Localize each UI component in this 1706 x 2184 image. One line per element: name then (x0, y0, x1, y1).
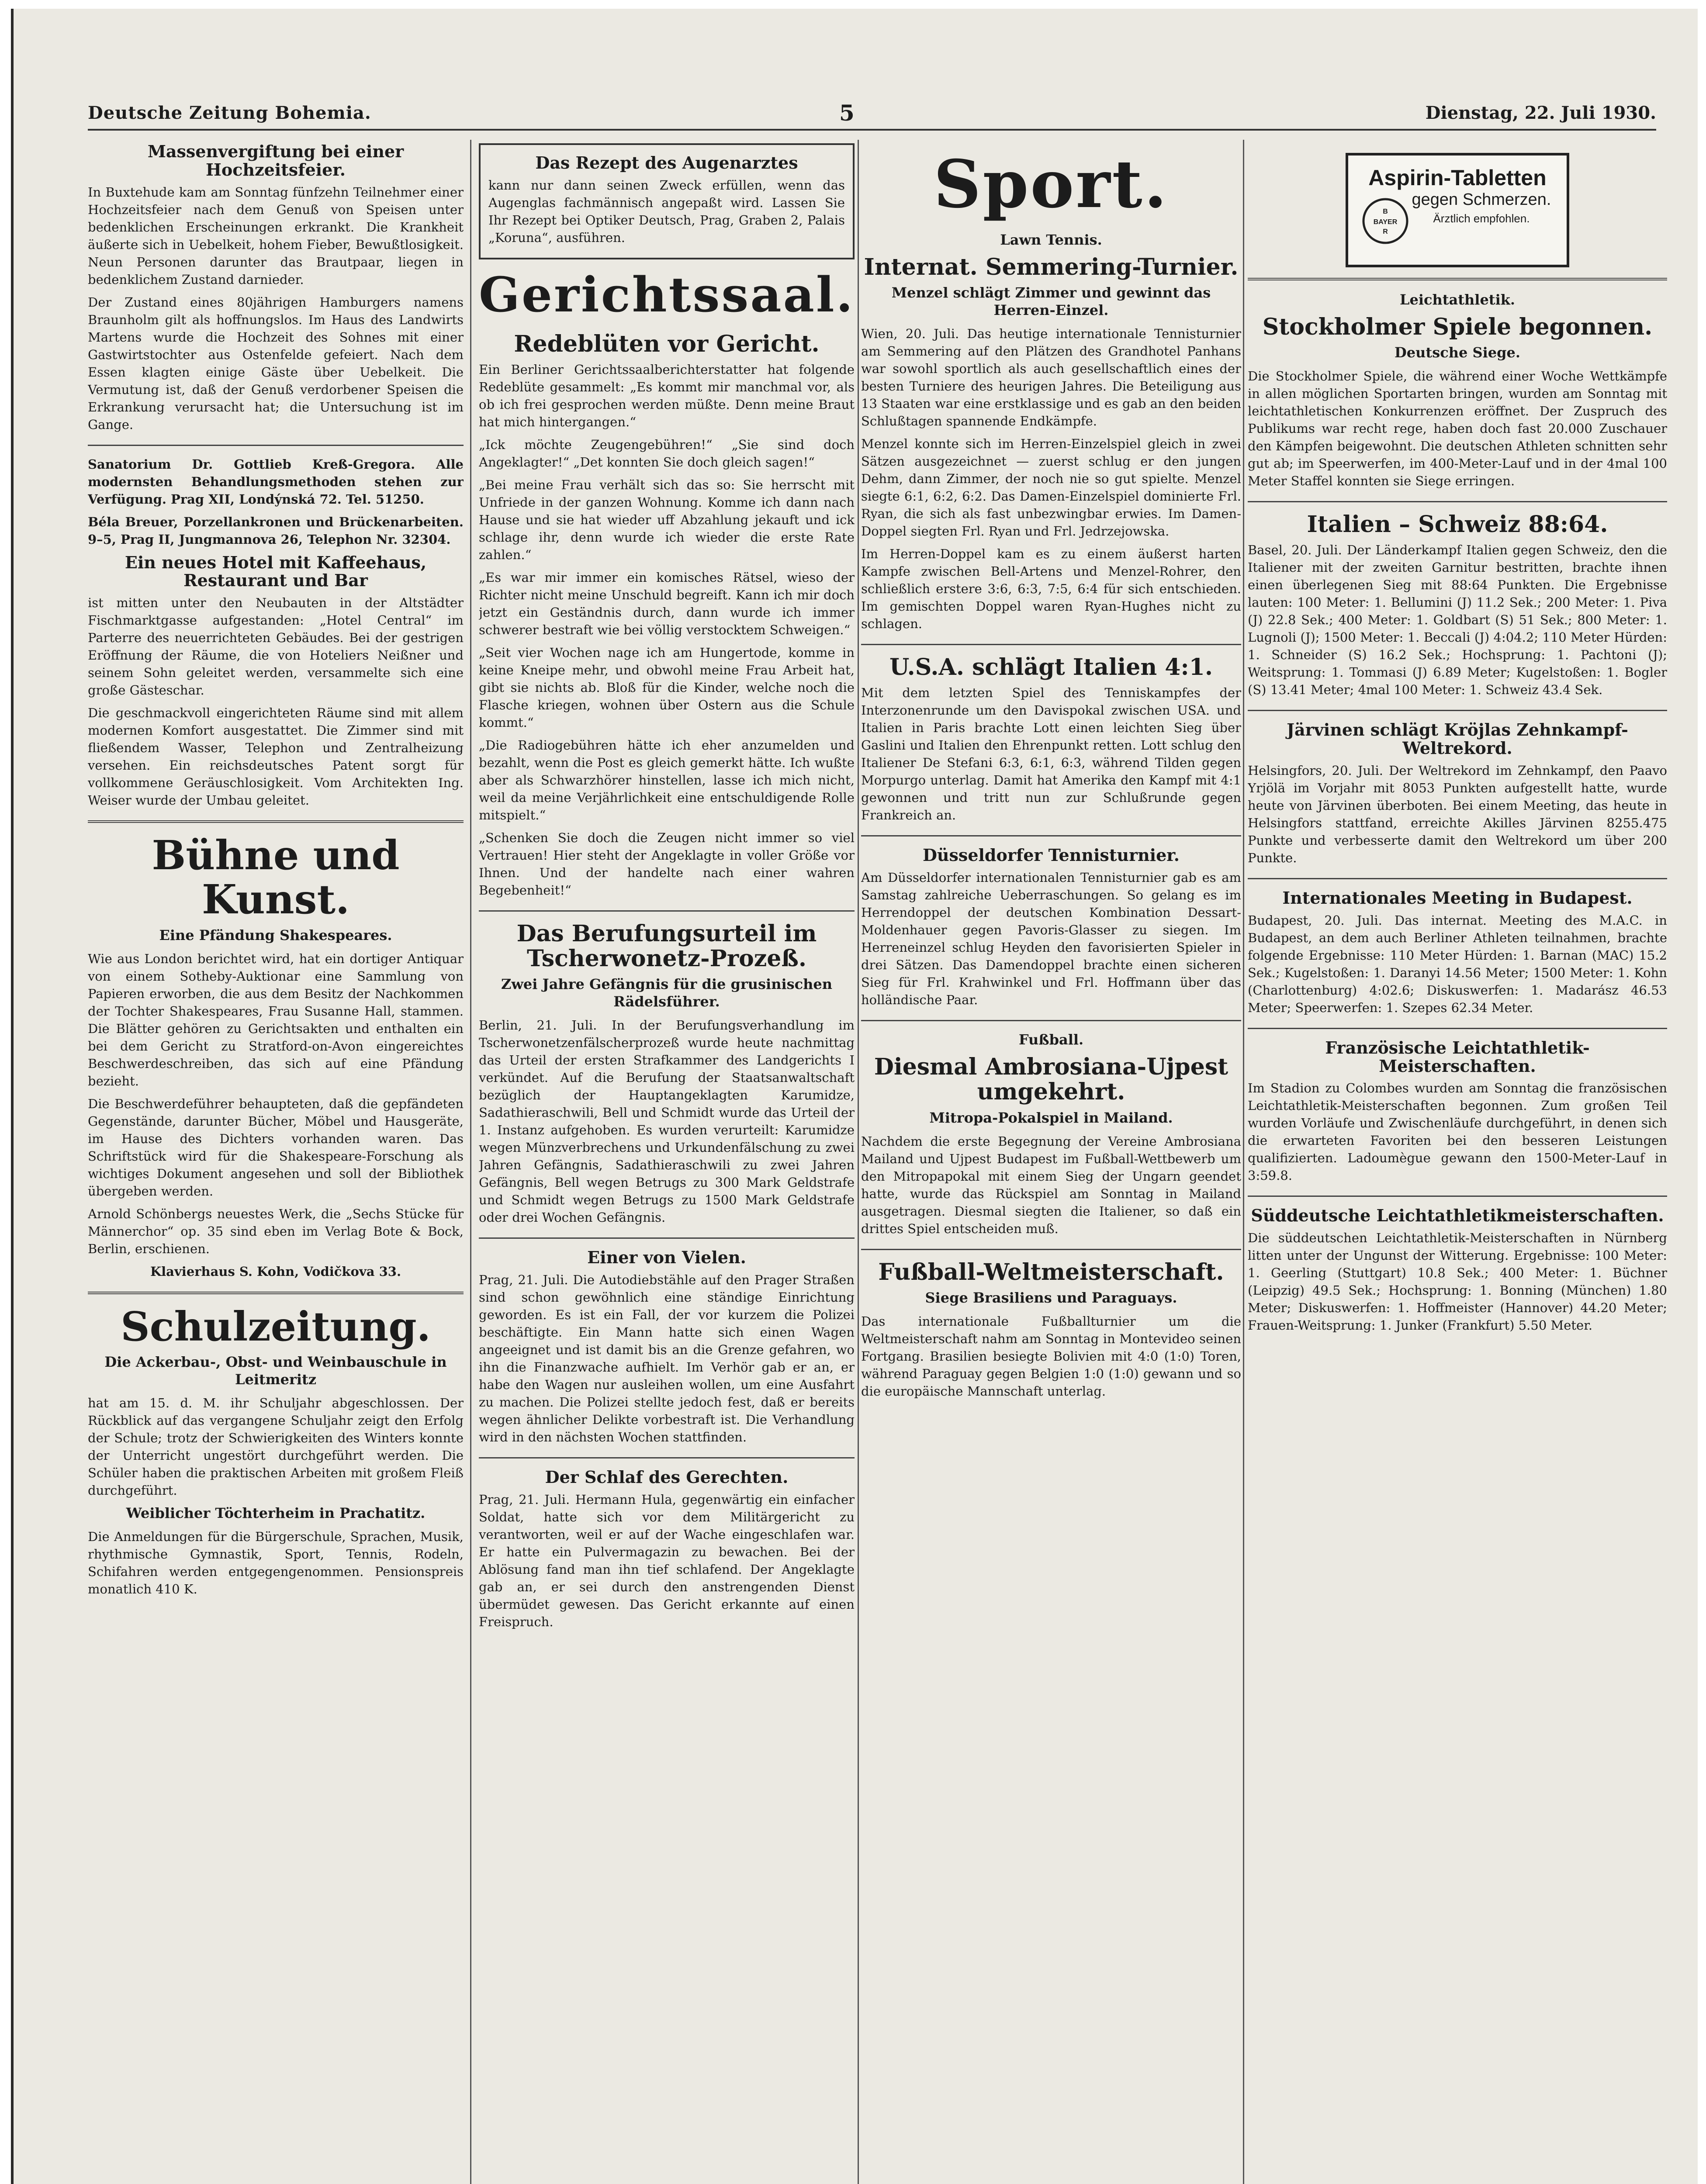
article-text: ist mitten unter den Neubauten in der Altstädter Fischmarktgasse aufgestanden: „Hotel Central“ im Parterre des neuerrichteten Gebäudes. Bei der gestrigen Eröffnung der Räume, die von Hoteliers Neißner und seinem Sohn geleitet werden, versammelte sich eine große Gästeschar. (88, 595, 464, 698)
page-number: 5 (839, 100, 855, 126)
divider (1248, 501, 1667, 502)
article-text: Die Stockholmer Spiele, die während einer Woche Wettkämpfe in allen möglichen Sportarten bringen, wurden am Sonntag mit leichtathletischen Konkurrenzen eröffnet. Der Zuspruch des Publikums war recht rege, haben doch fast 20.000 Zuschauer den Kämpfen beigewohnt. Die deutschen Athleten schnitten sehr gut ab; im Speerwerfen, im 400-Meter-Lauf und in der 4mal 100 Meter Staffel konnten sie Siege erringen. (1248, 369, 1667, 489)
svg-text:B: B (1383, 208, 1388, 215)
article-note: Arnold Schönbergs neuestes Werk, die „Sechs Stücke für Männerchor“ op. 35 sind eben im Verlag Bote & Bock, Berlin, erschienen. (88, 1206, 464, 1256)
column-rule (1243, 140, 1244, 2184)
divider (1248, 710, 1667, 711)
section-kicker: Leichtathletik. (1399, 291, 1516, 308)
article-title: Internat. Semmering-Turnier. (864, 254, 1239, 280)
article-text: Mit dem letzten Spiel des Tenniskampfes der Interzonenrunde um den Davispokal zwischen USA. und Italien in Paris brachte Lott einen leichten Sieg über Gaslini und Italien den Ehrenpunkt retten. Lott schlug den Italiener De Stefani 6:3, 6:1, 6:3, während Tilden gegen Morpurgo unterlag. Damit hat Amerika den Kampf mit 4:1 gewonnen und tritt nun zur Schlußrunde gegen Frankreich an. (861, 685, 1241, 823)
article-subtitle: Mitropa-Pokalspiel in Mailand. (929, 1109, 1173, 1126)
article-title: Italien – Schweiz 88:64. (1307, 511, 1608, 538)
article-sleep-of-the-just (479, 1468, 855, 1631)
divider (479, 1237, 855, 1239)
newspaper-name: Deutsche Zeitung Bohemia. (88, 103, 371, 123)
article-text: Basel, 20. Juli. Der Länderkampf Italien gegen Schweiz, den die Italiener mit der zweiten Garnitur bestritten, brachte ihnen einen überlegenen Sieg mit 88:64 Punkten. Die Ergebnisse lauten: 100 Meter: 1. Bellumini (J) 11.2 Sek.; 200 Meter: 1. Piva (J) 22.8 Sek.; 400 Meter: 1. Goldbart (S) 51 Sek.; 800 Meter: 1. Lugnoli (J); 1500 Meter: 1. Beccali (J) 4:04.2; 110 Meter Hürden: 1. Schneider (S) 16.2 Sek.; Hochsprung: 1. Pachtoni (J); Weitsprung: 1. Tommasi (J) 6.89 Meter; Kugelstoßen: 1. Bogler (S) 13.41 Meter; 4mal 100 Meter: 1. Schweiz 43.4 Sek. (1248, 543, 1667, 698)
section-title: Bühne und Kunst. (152, 832, 400, 923)
article-italy-switzerland (1248, 512, 1667, 698)
article-title: Diesmal Ambrosiana-Ujpest umgekehrt. (874, 1054, 1228, 1106)
classified-ad: Klavierhaus S. Kohn, Vodičkova 33. (150, 1264, 401, 1279)
article-text: Budapest, 20. Juli. Das internat. Meeting des M.A.C. in Budapest, an dem auch Berliner Athleten teilnahmen, brachte folgende Ergebnisse: 110 Meter Hürden: 1. Barnan (MAC) 15.2 Sek.; Kugelstoßen: 1. Daranyi 14.56 Meter; 1500 Meter: 1. Kohn (Charlottenburg) 4:02.6; Diskuswerfen: 1. Madarász 46.53 Meter; Speerwerfen: 1. Szepes 62.34 Meter. (1248, 912, 1667, 1015)
column-1 (88, 140, 464, 2184)
article-lead: Die Ackerbau-, Obst- und Weinbauschule in Leitmeritz (104, 1353, 447, 1388)
section-title: Sport. (934, 146, 1169, 223)
article-text: In Buxtehude kam am Sonntag fünfzehn Teilnehmer einer Hochzeitsfeier nach dem Genuß von Speisen unter bedenklichen Erscheinungen erkrankt. Die Krankheit äußerte sich in Uebelkeit, hohem Fieber, Bewußtlosigkeit. Neun Personen darunter das Brautpaar, liegen in bedenklichem Zustand darnieder. (88, 184, 464, 287)
article-text: Die geschmackvoll eingerichteten Räume sind mit allem modernen Komfort ausgestattet. Die Zimmer sind mit fließendem Wasser, Telephon und Zentralheizung versehen. Ein reichsdeutsches Patent sorgt für vollkommene Geräuschlosigkeit. Vom Architekten Ing. Weiser wurde der Umbau geleitet. (88, 705, 464, 808)
section-school-news (88, 1305, 464, 1598)
article-text: „Bei meine Frau verhält sich das so: Sie herrscht mit Unfriede in der ganzen Wohnung. Komme ich dann nach Hause und sie hat wieder uff Abzahlung jekauft und ick schlage ihr, denn wurde ich wieder die erste Rate zahlen.“ (479, 477, 855, 562)
section-stage-and-art (88, 833, 464, 1280)
article-hotel (88, 553, 464, 809)
article-text: Die Anmeldungen für die Bürgerschule, Sprachen, Musik, rhythmische Gymnastik, Sport, Tennis, Rodeln, Schifahren werden entgegengenommen. Pensionspreis monatlich 410 K. (88, 1529, 464, 1597)
article-duesseldorf-tournament (861, 846, 1241, 1009)
article-french-championships (1248, 1039, 1667, 1185)
column-4 (1248, 140, 1667, 2184)
article-decathlon-record (1248, 721, 1667, 867)
article-text: Im Herren-Doppel kam es zu einem äußerst harten Kampfe zwischen Bell-Artens und Menzel-Rohrer, den schließlich erstere 3:6, 6:3, 7:5, 6:4 für sich entschieden. Im gemischten Doppel waren Ryan-Hughes nicht zu schlagen. (861, 546, 1241, 632)
section-kicker: Lawn Tennis. (1000, 232, 1102, 248)
article-title: U.S.A. schlägt Italien 4:1. (889, 654, 1213, 681)
column-3 (861, 140, 1241, 2184)
article-title: Süddeutsche Leichtathletikmeisterschaften. (1251, 1206, 1664, 1226)
article-text: Prag, 21. Juli. Die Autodiebstähle auf den Prager Straßen sind schon gewöhnlich eine ständige Einrichtung geworden. Es ist ein Fall, der vor kurzem die Polizei beschäftigte. Ein Mann hatte sich einen Wagen angeeignet und ist damit bis an die Grenze gefahren, wo ihn die Finanzwache aufhielt. Im Verhör gab er an, er habe den Wagen nur ausleihen wollen, um eine Ausfahrt zu machen. Die Polizei stellte jedoch fest, daß er bereits wegen ähnlicher Delikte vorbestraft ist. Die Verhandlung wird in den nächsten Wochen stattfinden. (479, 1272, 855, 1445)
divider (88, 820, 464, 823)
issue-date: Dienstag, 22. Juli 1930. (1425, 103, 1656, 123)
article-title: Fußball-Weltmeisterschaft. (878, 1258, 1224, 1286)
article-title: Stockholmer Spiele begonnen. (1262, 314, 1653, 340)
divider (1248, 878, 1667, 879)
article-text: Menzel konnte sich im Herren-Einzelspiel gleich in zwei Sätzen ausgezeichnet — zuerst schlug er den jungen Dehm, dann Zimmer, der noch nie so gut spielte. Menzel siegte 6:1, 6:2, 6:2. Das Damen-Einzelspiel dominierte Frl. Ryan, die sich als fast unbezwingbar erwies. Im Damen-Doppel siegten Frl. Ryan und Frl. Jedrzejowska. (861, 436, 1241, 539)
article-subtitle: Deutsche Siege. (1395, 344, 1520, 361)
article-text: Berlin, 21. Juli. In der Berufungsverhandlung im Tscherwonetzenfälscherprozeß wurde heute nachmittag das Urteil der ersten Strafkammer des Landgerichts I verkündet. Auf die Berufung der Staatsanwaltschaft bezüglich der Hauptangeklagten Karumidze, Sadathieraschwili, Bell und Schmidt wurde das Urteil der 1. Instanz aufgehoben. Es wurden verurteilt: Karumidze wegen Münzverbrechens und Urkundenfälschung zu zwei Jahren Gefängnis, Sadathieraschwili zu zwei Jahren Gefängnis, Bell wegen Betrugs zu 300 Mark Geldstrafe und Schmidt wegen Betrugs zu 1500 Mark Geldstrafe oder drei Wochen Gefängnis. (479, 1018, 855, 1225)
article-usa-italy (861, 655, 1241, 824)
box-title: Das Rezept des Augenarztes (535, 153, 798, 173)
article-title: Järvinen schlägt Kröjlas Zehnkampf-Weltrekord. (1287, 720, 1628, 758)
column-2 (479, 140, 855, 2184)
article-text: Wie aus London berichtet wird, hat ein dortiger Antiquar von einem Sotheby-Auktionar eine Sammlung von Papieren erworben, die aus dem Besitz der Nachkommen der Tochter Shakespeares, Frau Susanne Hall, stammen. Die Blätter gehören zu Gerichtsakten und enthalten ein bei dem Gericht zu Stratford-on-Avon eingereichtes Beschwerdeschreiben, das sich auf eine Pfändung bezieht. (88, 951, 464, 1089)
article-title: Massenvergiftung bei einer Hochzeitsfeier. (147, 142, 404, 180)
section-kicker: Fußball. (1018, 1031, 1084, 1048)
article-poisoning (88, 142, 464, 433)
article-text: Das internationale Fußballturnier um die Weltmeisterschaft nahm am Sonntag in Montevideo seinen Fortgang. Brasilien besiegte Bolivien mit 4:0 (1:0) Toren, während Paraguay gegen Belgien 1:0 (1:0) gewann und so die europäische Mannschaft unterlag. (861, 1313, 1241, 1399)
article-stockholm-games (1248, 314, 1667, 490)
article-appeal-verdict (479, 921, 855, 1226)
article-south-german-championships (1248, 1206, 1667, 1334)
divider (88, 1292, 464, 1294)
article-title: Redeblüten vor Gericht. (514, 330, 820, 357)
article-text: „Die Radiogebühren hätte ich eher anzumelden und bezahlt, wenn die Post es gleich gemerkt hätte. Ich wußte aber als Schwarzhörer hinstellen, lasse ich mich nicht, weil da meine Verjährlichkeit eine entschuldigende Rolle mitspielt.“ (479, 737, 855, 822)
ad-subtitle: gegen Schmerzen. (1412, 190, 1551, 209)
classified-ad: Béla Breuer, Porzellankronen und Brückenarbeiten. 9–5, Prag II, Jungmannova 26, Telephon Nr. 32304. (88, 514, 464, 547)
article-title: Das Berufungsurteil im Tscherwonetz-Prozeß. (516, 920, 817, 972)
article-text: Wien, 20. Juli. Das heutige internationale Tennisturnier am Semmering auf den Plätzen des Grandhotel Panhans war sowohl sportlich als auch gesellschaftlich eines der besten Turniere des heurigen Jahres. Die Beteiligung aus 13 Staaten war eine erstklassige und es gab an den beiden Schlußtagen spannende Endkämpfe. (861, 326, 1241, 429)
ad-note: Ärztlich empfohlen. (1433, 212, 1530, 225)
article-text: „Schenken Sie doch die Zeugen nicht immer so viel Vertrauen! Hier steht der Angeklagte in voller Größe vor Ihnen. Und der handelte nach einer wahren Begebenheit!“ (479, 830, 855, 898)
column-rule (470, 140, 471, 2184)
article-title: Düsseldorfer Tennisturnier. (922, 845, 1180, 865)
article-subtitle: Zwei Jahre Gefängnis für die grusinischen Rädelsführer. (501, 976, 832, 1010)
article-title: Der Schlaf des Gerechten. (545, 1467, 789, 1487)
divider (1248, 1028, 1667, 1029)
svg-text:BAYER: BAYER (1373, 218, 1398, 226)
article-text: Ein Berliner Gerichtssaalberichterstatter hat folgende Redeblüte gesammelt: „Es kommt mir manchmal vor, als ob ich frei gesprochen werden müßte. Denn meine Braut hat mich hintergangen.“ (479, 362, 855, 429)
article-text: Der Zustand eines 80jährigen Hamburgers namens Braunholm gilt als hoffnungslos. Im Haus des Landwirts Martens wurde die Hochzeit des Sohnes mit einer Gastwirtstochter aus Ostenfelde gefeiert. Nach dem Essen klagten einige Gäste über Uebelkeit. Die Vermutung ist, daß der Genuß verdorbener Speisen die Erkrankung verursacht hat; die Untersuchung ist im Gange. (88, 294, 464, 432)
article-court-quotes (479, 332, 855, 899)
divider (88, 445, 464, 446)
divider (861, 1249, 1241, 1250)
classified-ad: Sanatorium Dr. Gottlieb Kreß-Gregora. Alle modernsten Behandlungsmethoden stehen zur Verfügung. Prag XII, Londýnská 72. Tel. 51250. (88, 456, 464, 507)
optician-ad-box (479, 143, 855, 259)
article-text: Am Düsseldorfer internationalen Tennisturnier gab es am Samstag zahlreiche Ueberraschungen. So gelang es im Herrendoppel der deutschen Kombination Dessart-Moldenhauer gegen Pavoris-Glasser zu siegen. Im Herreneinzel schlug Heyden den favorisierten Spieler in drei Sätzen. Das Damendoppel brachte einen sicheren Sieg für Frl. Krahwinkel und Frl. Hoffmann über das holländische Paar. (861, 870, 1241, 1008)
article-text: Die Beschwerdeführer behaupteten, daß die gepfändeten Gegenstände, darunter Bücher, Möbel und Hausgeräte, im Hause des Dichters vorhanden waren. Das Schriftstück wird für die Shakespeare-Forschung als wichtiges Dokument angesehen und soll der Bibliothek übergeben werden. (88, 1096, 464, 1199)
article-subtitle: Menzel schlägt Zimmer und gewinnt das Herren-Einzel. (891, 284, 1211, 319)
section-title: Gerichtssaal. (479, 266, 855, 323)
divider (1248, 1196, 1667, 1197)
article-title: Einer von Vielen. (587, 1248, 746, 1268)
article-ambrosiana-ujpest (861, 1031, 1241, 1237)
divider (861, 1020, 1241, 1021)
article-text: „Seit vier Wochen nage ich am Hungertode, komme in keine Kneipe mehr, und obwohl meine Frau Arbeit hat, gibt sie nichts ab. Bloß für die Kinder, welche noch die Flasche kriegen, wohnen über Ostern aus die Schule kommt.“ (479, 645, 855, 730)
article-lead: Weiblicher Töchterheim in Prachatitz. (126, 1504, 426, 1521)
svg-text:R: R (1383, 228, 1388, 235)
article-text: Prag, 21. Juli. Hermann Hula, gegenwärtig ein einfacher Soldat, hatte sich vor dem Militärgericht zu verantworten, weil er auf der Wache eingeschlafen war. Er hatte ein Pulvermagazin zu bewachen. Bei der Ablösung fand man ihn tief schlafend. Der Angeklagte gab an, er sei durch den anstrengenden Dienst übermüdet gewesen. Das Gericht erkannte auf einen Freispruch. (479, 1492, 855, 1629)
ad-title: Aspirin-Tabletten (1368, 166, 1547, 190)
article-one-of-many (479, 1248, 855, 1446)
article-text: Im Stadion zu Colombes wurden am Sonntag die französischen Leichtathletik-Meisterschaften begonnen. Zum großen Teil wurden Vorläufe und Zwischenläufe durchgeführt, in denen sich die erwarteten Favoriten bei den besseren Leistungen qualifizierten. Ladoumègue gewann den 1500-Meter-Lauf in 3:59.8. (1248, 1081, 1667, 1183)
article-title: Französische Leichtathletik-Meisterschaften. (1325, 1037, 1590, 1076)
divider (1248, 278, 1667, 280)
divider (479, 910, 855, 912)
article-title: Ein neues Hotel mit Kaffeehaus, Restaurant und Bar (125, 552, 427, 591)
article-text: Helsingfors, 20. Juli. Der Weltrekord im Zehnkampf, den Paavo Yrjölä im Vorjahr mit 8053 Punkten aufgestellt hatte, wurde heute von Järvinen überboten. Bei einem Meeting, das heute in Helsingfors stattfand, erreichte Akilles Järvinen 8255.475 Punkte und verbesserte damit den Weltrekord um über 200 Punkte. (1248, 763, 1667, 865)
divider (861, 644, 1241, 645)
article-title: Internationales Meeting in Budapest. (1282, 888, 1633, 908)
page-header (88, 100, 1656, 131)
article-budapest-meeting (1248, 889, 1667, 1016)
newspaper-page (11, 9, 1698, 2184)
article-text: Nachdem die erste Begegnung der Vereine Ambrosiana Mailand und Ujpest Budapest im Fußball-Wettbewerb um den Mitropapokal mit einem Sieg der Ungarn geendet hatte, wurde das Rückspiel am Sonntag in Mailand ausgetragen. Diesmal siegten die Italiener, so daß ein drittes Spiel entscheiden muß. (861, 1133, 1241, 1236)
article-text: hat am 15. d. M. ihr Schuljahr abgeschlossen. Der Rückblick auf das vergangene Schuljahr zeigt den Erfolg der Schule; trotz der Schwierigkeiten des Winters konnte der Unterricht ungestört durchgeführt werden. Die Schüler haben die praktischen Arbeiten mit großem Fleiß durchgeführt. (88, 1395, 464, 1498)
divider (479, 1457, 855, 1458)
aspirin-advertisement (1346, 153, 1569, 267)
article-text: Die süddeutschen Leichtathletik-Meisterschaften in Nürnberg litten unter der Ungunst der Witterung. Ergebnisse: 100 Meter: 1. Geerling (Stuttgart) 10.8 Sek.; 400 Meter: 1. Büchner (Leipzig) 49.5 Sek.; Hochsprung: 1. Bonning (München) 1.80 Meter; Diskuswerfen: 1. Hoffmeister (Hannover) 44.20 Meter; Frauen-Weitsprung: 1. Junker (Frankfurt) 5.50 Meter. (1248, 1230, 1667, 1333)
box-text: kann nur dann seinen Zweck erfüllen, wenn das Augenglas fachmännisch angepaßt wird. Lassen Sie Ihr Rezept bei Optiker Deutsch, Prag, Graben 2, Palais „Koruna“, ausführen. (488, 177, 845, 245)
column-rule (858, 140, 859, 2184)
article-text: „Es war mir immer ein komisches Rätsel, wieso der Richter nicht meine Unschuld begreift. Kann ich mir doch jetzt ein Geständnis durch, dann wurde ich immer schwerer bestraft wie bei völlig verstocktem Schweigen.“ (479, 570, 855, 637)
article-lead: Eine Pfändung Shakespeares. (159, 926, 392, 943)
article-text: „Ick möchte Zeugengebühren!“ „Sie sind doch Angeklagter!“ „Det konnten Sie doch gleich sagen!“ (479, 437, 855, 470)
article-semmering-tournament (861, 255, 1241, 632)
section-title: Schulzeitung. (121, 1303, 431, 1350)
article-world-cup (861, 1260, 1241, 1400)
bayer-cross-logo (1361, 197, 1409, 245)
article-subtitle: Siege Brasiliens und Paraguays. (925, 1289, 1177, 1306)
divider (861, 835, 1241, 836)
